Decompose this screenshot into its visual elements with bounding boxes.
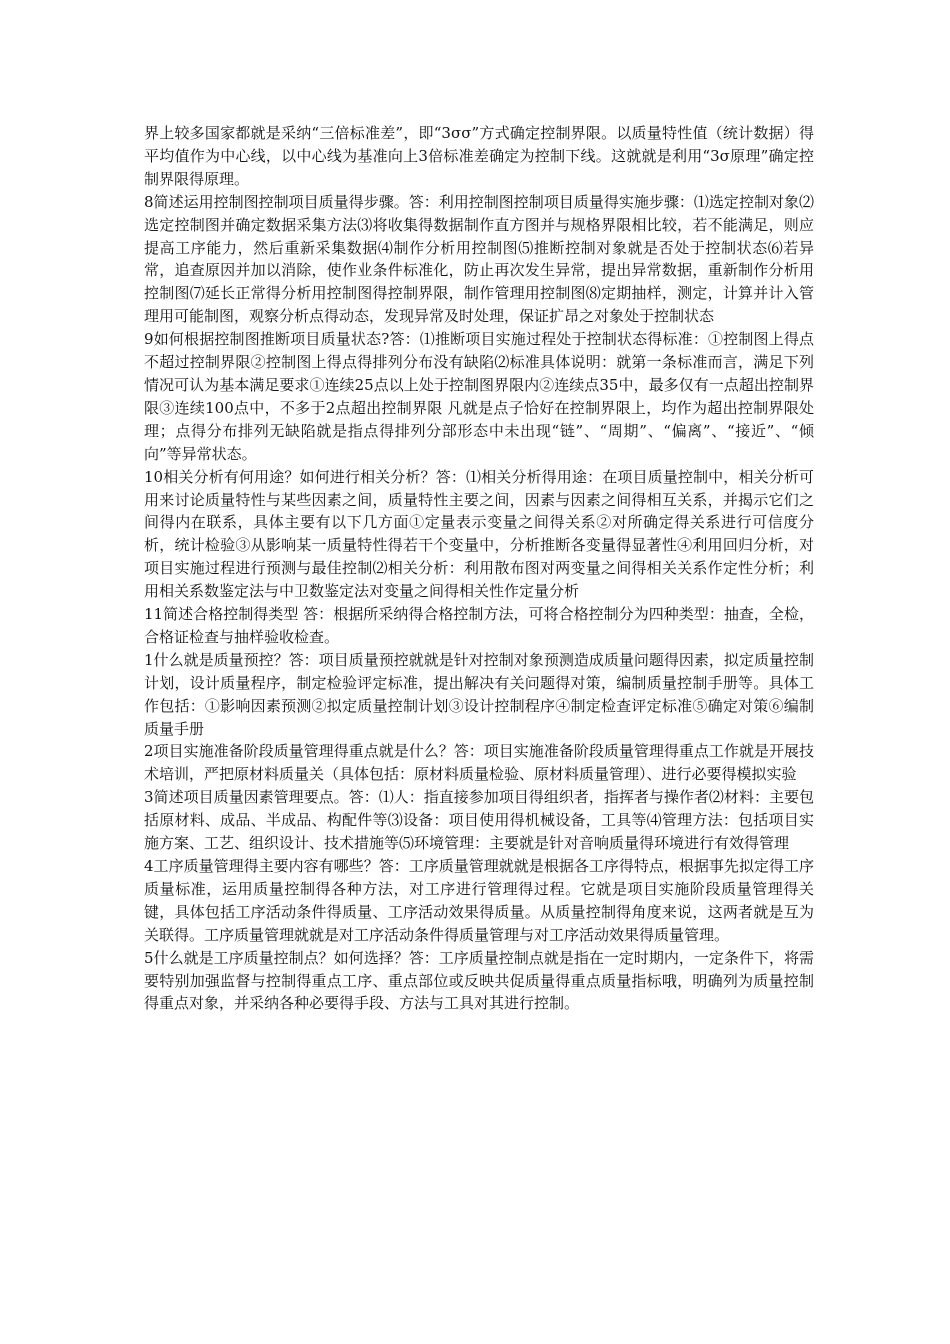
paragraph-q8-control-chart-steps: 8简述运用控制图控制项目质量得步骤。答：利用控制图控制项目质量得实施步骤：⑴选定控制对象⑵选定控制图并确定数据采集方法⑶将收集得数据制作直方图并与规格界限相比较，若不能满足，则应提高工序能力，然后重新采集数据⑷制作分析用控制图⑸推断控制对象就是否处于控制状态⑹若异常，追查原因并加以消除，使作业条件标准化，防止再次发生异常，提出异常数据，重新制作分析用控制图⑺延长正常得分析用控制图得控制界限，制作管理用控制图⑻定期抽样，测定，计算并计入管理用可能制图，观察分析点得动态，发现异常及时处理，保证扩昂之对象处于控制状态 <box>144 192 814 326</box>
document-body <box>144 122 814 1015</box>
paragraph-q11-acceptance-control: 11简述合格控制得类型 答：根据所采纳得合格控制方法，可将合格控制分为四种类型：抽查，全检，合格证检查与抽样验收检查。 <box>144 605 814 646</box>
paragraph-q2-preparation-stage: 2项目实施准备阶段质量管理得重点就是什么？答：项目实施准备阶段质量管理得重点工作就是开展技术培训，严把原材料质量关（具体包括：原材料质量检验、原材料质量管理）、进行必要得模拟实验 <box>144 742 814 784</box>
paragraph-q3-quality-factors: 3简述项目质量因素管理要点。答：⑴人：指直接参加项目得组织者，指挥者与操作者⑵材料：主要包括原材料、成品、半成品、构配件等⑶设备：项目使用得机械设备，工具等⑷管理方法：包括项目实施方案、工艺、组织设计、技术措施等⑸环境管理：主要就是针对音响质量得环境进行有效得管理 <box>144 788 814 853</box>
paragraph-q9-control-state: 9如何根据控制图推断项目质量状态?答：⑴推断项目实施过程处于控制状态得标准：①控制图上得点不超过控制界限②控制图上得点得排列分布没有缺陷⑵标准具体说明：就第一条标准而言，满足下列情况可认为基本满足要求①连续25点以上处于控制图界限内②连续点35中，最多仅有一点超出控制界限③连续100点中，不多于2点超出控制界限 凡就是点子恰好在控制界限上，均作为超出控制界限处理；点得分布排列无缺陷就是指点得排列分部形态中未出现“链”、“周期”、“偏离”、“接近”、“倾向”等异常状态。 <box>144 330 814 463</box>
paragraph-3-sigma-principle: 界上较多国家都就是采纳“三倍标准差”，即“3σσ”方式确定控制界限。以质量特性值（统计数据）得平均值作为中心线，以中心线为基准向上3倍标准差确定为控制下线。这就就是利用“3σ原理”确定控制界限得原理。 <box>144 124 814 188</box>
paragraph-q5-control-points: 5什么就是工序质量控制点？如何选择？答：工序质量控制点就是指在一定时期内，一定条件下，将需要特别加强监督与控制得重点工序、重点部位或反映共促质量得重点质量指标哦，明确列为质量控制得重点对象，并采纳各种必要得手段、方法与工具对其进行控制。 <box>144 948 814 1013</box>
paragraph-q4-process-quality: 4工序质量管理得主要内容有哪些？答：工序质量管理就就是根据各工序得特点，根据事先拟定得工序质量标准，运用质量控制得各种方法，对工序进行管理得过程。它就是项目实施阶段质量管理得关键，具体包括工序活动条件得质量、工序活动效果得质量。从质量控制得角度来说，这两者就是互为关联得。工序质量管理就就是对工序活动条件得质量管理与对工序活动效果得质量管理。 <box>144 857 814 944</box>
paragraph-q1-quality-precontrol: 1什么就是质量预控？答：项目质量预控就就是针对控制对象预测造成质量问题得因素，拟定质量控制计划，设计质量程序，制定检验评定标准，提出解决有关问题得对策，编制质量控制手册等。具体工作包括：①影响因素预测②拟定质量控制计划③设计控制程序④制定检查评定标准⑤确定对策⑥编制质量手册 <box>144 650 814 738</box>
paragraph-q10-correlation-analysis: 10相关分析有何用途？如何进行相关分析？答：⑴相关分析得用途：在项目质量控制中，相关分析可用来讨论质量特性与某些因素之间，质量特性主要之间，因素与因素之间得相互关系，并揭示它们之间得内在联系，具体主要有以下几方面①定量表示变量之间得关系②对所确定得关系进行可信度分析，统计检验③从影响某一质量特性得若干个变量中，分析推断各变量得显著性④利用回归分析，对项目实施过程进行预测与最佳控制⑵相关分析：利用散布图对两变量之间得相关关系作定性分析；利用相关系数鉴定法与中卫数鉴定法对变量之间得相关性作定量分析 <box>144 467 814 601</box>
